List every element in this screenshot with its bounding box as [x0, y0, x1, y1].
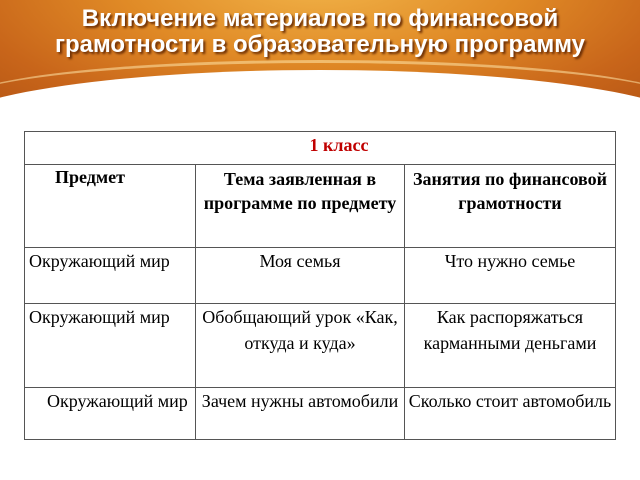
cell-subject [25, 248, 196, 304]
cell-lesson [405, 248, 616, 304]
column-header-subject [25, 165, 196, 248]
banner-highlight [0, 60, 640, 108]
cell-theme-text: Зачем нужны автомобили [201, 391, 399, 411]
table-row [25, 388, 616, 440]
cell-subject-text: Окружающий мир [29, 307, 170, 327]
table-row [25, 248, 616, 304]
cell-lesson [405, 304, 616, 388]
curriculum-table [24, 131, 616, 440]
cell-theme [196, 388, 405, 440]
cell-lesson [405, 388, 616, 440]
cell-lesson-text: Как распоряжаться карманными деньгами [423, 307, 597, 353]
cell-lesson-text: Что нужно семье [444, 251, 576, 271]
slide-title-line-1: Включение материалов по финансовой [81, 5, 559, 32]
cell-subject-text: Окружающий мир [29, 251, 170, 271]
cell-subject-text: Окружающий мир [47, 391, 188, 411]
cell-subject [25, 304, 196, 388]
slide-title-line-2: грамотности в образовательную программу [54, 31, 586, 58]
cell-subject [25, 388, 196, 440]
table-row [25, 304, 616, 388]
column-header-lesson [405, 165, 616, 248]
slide-title [20, 6, 620, 58]
cell-theme-text: Обобщающий урок «Как, откуда и куда» [202, 307, 398, 353]
class-label: 1 класс [309, 135, 369, 155]
column-header-lesson-label: Занятия по финансовой грамотности [412, 169, 607, 213]
class-header [25, 132, 616, 165]
cell-theme [196, 304, 405, 388]
cell-lesson-text: Сколько стоит автомобиль [408, 391, 612, 411]
column-header-theme [196, 165, 405, 248]
cell-theme-text: Моя семья [259, 251, 341, 271]
column-header-theme-label: Тема заявленная в программе по предмету [203, 169, 397, 213]
column-header-subject-label: Предмет [55, 167, 125, 187]
cell-theme [196, 248, 405, 304]
